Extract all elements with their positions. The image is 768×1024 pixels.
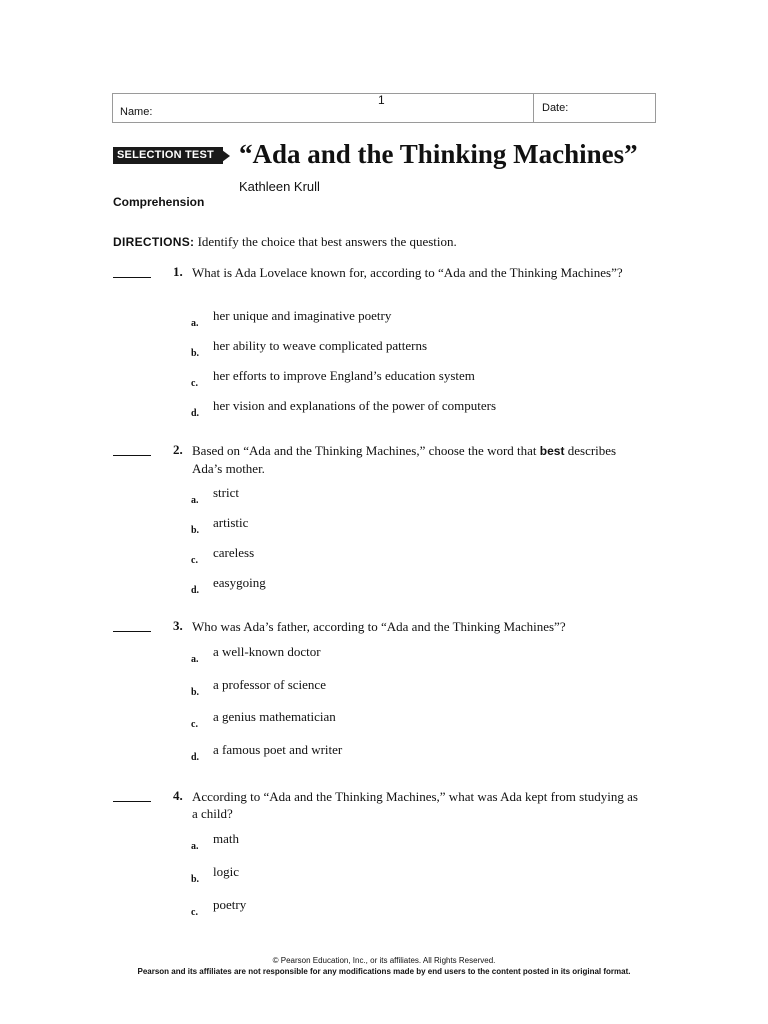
option-text: logic bbox=[213, 864, 239, 879]
option-letter: d. bbox=[191, 408, 200, 419]
option-text: poetry bbox=[213, 897, 247, 912]
copyright-notice: © Pearson Education, Inc., or its affiliates. All Rights Reserved. bbox=[272, 956, 496, 965]
option-letter: a. bbox=[191, 841, 199, 852]
answer-blank-4[interactable] bbox=[113, 801, 151, 802]
option-text: a well-known doctor bbox=[213, 644, 321, 659]
author-name: Kathleen Krull bbox=[239, 179, 320, 194]
option-text: a famous poet and writer bbox=[213, 742, 343, 757]
selection-test-badge: SELECTION TEST bbox=[113, 147, 223, 164]
option-letter: c. bbox=[191, 719, 198, 730]
question-text: What is Ada Lovelace known for, according to “Ada and the Thinking Machines”? bbox=[192, 265, 623, 280]
question-text: Who was Ada’s father, according to “Ada and the Thinking Machines”? bbox=[192, 619, 566, 634]
header-divider bbox=[533, 94, 534, 122]
option-text: a genius mathematician bbox=[213, 709, 336, 724]
name-label: Name: bbox=[120, 106, 153, 118]
option-letter: a. bbox=[191, 318, 199, 329]
badge-arrow-icon bbox=[222, 150, 230, 162]
option-letter: c. bbox=[191, 555, 198, 566]
option-letter: b. bbox=[191, 874, 200, 885]
page-number: 1 bbox=[378, 93, 385, 107]
option-letter: d. bbox=[191, 585, 200, 596]
option-text: a professor of science bbox=[213, 677, 326, 692]
question-number: 2. bbox=[173, 442, 183, 457]
option-letter: c. bbox=[191, 378, 198, 389]
answer-blank-2[interactable] bbox=[113, 455, 151, 456]
question-text bbox=[192, 442, 642, 477]
option-text: her unique and imaginative poetry bbox=[213, 308, 392, 323]
option-letter: d. bbox=[191, 752, 200, 763]
directions-text: Identify the choice that best answers the question. bbox=[194, 234, 457, 249]
option-text: her ability to weave complicated patterns bbox=[213, 338, 428, 353]
question-text: According to “Ada and the Thinking Machines,” what was Ada kept from studying as a child? bbox=[192, 789, 638, 821]
option-letter: a. bbox=[191, 654, 199, 665]
option-letter: b. bbox=[191, 525, 200, 536]
option-text: math bbox=[213, 831, 239, 846]
option-text: careless bbox=[213, 545, 255, 560]
option-text: artistic bbox=[213, 515, 249, 530]
date-label: Date: bbox=[542, 102, 569, 114]
answer-blank-3[interactable] bbox=[113, 631, 151, 632]
disclaimer-notice: Pearson and its affiliates are not responsible for any modifications made by end users to the content posted in its original format. bbox=[137, 967, 631, 976]
option-text: easygoing bbox=[213, 575, 266, 590]
option-letter: c. bbox=[191, 907, 198, 918]
directions-label: DIRECTIONS: bbox=[113, 235, 195, 249]
option-text: her vision and explanations of the power of computers bbox=[213, 398, 497, 413]
question-emphasis: best bbox=[539, 444, 565, 458]
question-number: 1. bbox=[173, 264, 183, 279]
question-number: 4. bbox=[173, 788, 183, 803]
directions bbox=[113, 234, 457, 250]
question-text-part: describes Ada’s mother. bbox=[192, 443, 617, 476]
question-text-part: Based on “Ada and the Thinking Machines,” choose the word that bbox=[192, 443, 540, 458]
option-letter: b. bbox=[191, 348, 200, 359]
option-letter: a. bbox=[191, 495, 199, 506]
answer-blank-1[interactable] bbox=[113, 277, 151, 278]
section-heading: Comprehension bbox=[113, 195, 205, 209]
page-title: “Ada and the Thinking Machines” bbox=[239, 139, 638, 169]
option-letter: b. bbox=[191, 687, 200, 698]
name-date-box bbox=[112, 93, 656, 123]
option-text: her efforts to improve England’s education system bbox=[213, 368, 475, 383]
option-text: strict bbox=[213, 485, 239, 500]
question-number: 3. bbox=[173, 618, 183, 633]
